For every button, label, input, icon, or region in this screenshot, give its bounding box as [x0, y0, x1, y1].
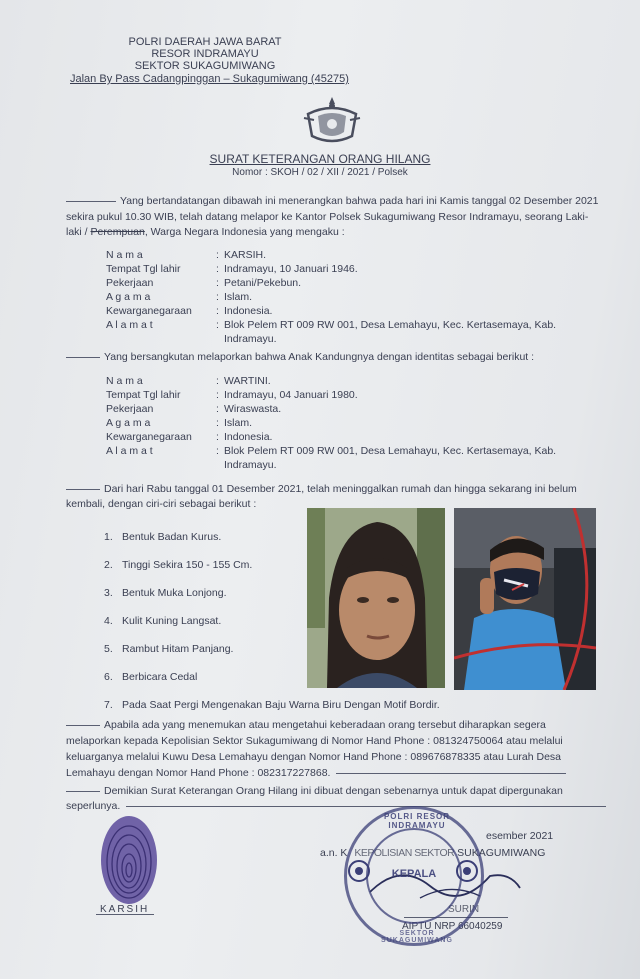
trait-4: 4. Kulit Kuning Langsat.	[104, 615, 222, 627]
signature-an: a.n. K KEPOLISIAN SEKTOR SUKAGUMIWANG	[320, 847, 546, 859]
thumbprint-underline	[96, 914, 154, 915]
signature-name: SURIN	[448, 904, 480, 915]
letterhead	[70, 36, 349, 85]
left-since-line1: Dari hari Rabu tanggal 01 Desember 2021, telah meninggalkan rumah dan hingga sekarang ini belum	[66, 482, 577, 496]
trait-1: 1. Bentuk Badan Kurus.	[104, 531, 222, 543]
appeal-line2: melaporkan kepada Kepolisian Sektor Sukagumiwang di Nomor Hand Phone : 081324750064 atau melalui	[66, 735, 563, 747]
reporter-ttl-row: Tempat Tgl lahir : Indramayu, 10 Januari 1946.	[106, 263, 358, 275]
trait-2: 2. Tinggi Sekira 150 - 155 Cm.	[104, 559, 253, 571]
police-emblem-icon	[300, 94, 364, 148]
middle-statement: Yang bersangkutan melaporkan bahwa Anak Kandungnya dengan identitas sebagai berikut :	[66, 350, 534, 364]
stamp-center-text: KEPALA	[391, 868, 437, 880]
missing-alamat-row2: Indramayu.	[224, 459, 277, 471]
stamp-left-emblem-icon	[346, 858, 372, 884]
intro-line2: sekira pukul 10.30 WIB, telah datang melapor ke Kantor Polsek Sukagumiwang Resor Indramayu, seorang Laki-	[66, 211, 589, 223]
missing-ttl-row: Tempat Tgl lahir : Indramayu, 04 Januari 1980.	[106, 389, 358, 401]
letterhead-line2: RESOR INDRAMAYU	[151, 48, 259, 60]
missing-alamat-row: A l a m a t : Blok Pelem RT 009 RW 001, Desa Lemahayu, Kec. Kertasemaya, Kab.	[106, 445, 557, 457]
missing-person-photo-2	[454, 508, 596, 690]
reporter-pekerjaan-row: Pekerjaan : Petani/Pekebun.	[106, 277, 302, 289]
intro-line1: Yang bertandatangan dibawah ini menerangkan bahwa pada hari ini Kamis tanggal 02 Desember 2021	[66, 194, 598, 208]
intro-line3: laki / Perempuan, Warga Negara Indonesia yang mengaku :	[66, 226, 345, 238]
letterhead-line1: POLRI DAERAH JAWA BARAT	[128, 36, 282, 48]
reporter-kwn-row: Kewarganegaraan : Indonesia.	[106, 305, 273, 317]
letterhead-address: Jalan By Pass Cadangpinggan – Sukagumiwang (45275)	[70, 73, 349, 85]
left-since-line2: kembali, dengan ciri-ciri sebagai berikut :	[66, 498, 257, 510]
appeal-line4: Lemahayu dengan Nomor Hand Phone : 082317227868.	[66, 766, 570, 780]
closing-line1: Demikian Surat Keterangan Orang Hilang ini dibuat dengan sebenarnya untuk dapat dipergunakan	[66, 784, 563, 798]
portrait-image	[307, 508, 445, 688]
thumbprint-name: KARSIH	[100, 904, 150, 915]
trait-3: 3. Bentuk Muka Lonjong.	[104, 587, 227, 599]
thumbprint-icon	[94, 812, 164, 908]
closing-line2: seperlunya.	[66, 799, 610, 813]
car-photo-image	[454, 508, 596, 690]
signature-date: esember 2021	[486, 830, 554, 842]
missing-kwn-row: Kewarganegaraan : Indonesia.	[106, 431, 273, 443]
document-number: Nomor : SKOH / 02 / XII / 2021 / Polsek	[232, 167, 408, 178]
appeal-line3: keluarganya melalui Kuwu Desa Lemahayu dengan Nomor Hand Phone : 089676878335 atau Lurah Desa	[66, 751, 562, 763]
reporter-nama-row: N a m a : KARSIH.	[106, 249, 267, 261]
stamp-bottom-text: SEKTOR SUKAGUMIWANG	[381, 930, 453, 944]
reporter-alamat-row2: Indramayu.	[224, 333, 277, 345]
missing-pekerjaan-row: Pekerjaan : Wiraswasta.	[106, 403, 282, 415]
missing-person-photo-1	[307, 508, 445, 688]
document-title: SURAT KETERANGAN ORANG HILANG	[209, 152, 431, 166]
trait-6: 6. Berbicara Cedal	[104, 671, 198, 683]
trait-7: 7. Pada Saat Pergi Mengenakan Baju Warna Biru Dengan Motif Bordir.	[104, 699, 440, 711]
appeal-line1: Apabila ada yang menemukan atau mengetahui keberadaan orang tersebut diharapkan segera	[66, 718, 546, 732]
signature-nrp: AIPTU NRP 66040259	[402, 921, 503, 932]
letterhead-line3: SEKTOR SUKAGUMIWANG	[134, 60, 276, 72]
missing-agama-row: A g a m a : Islam.	[106, 417, 253, 429]
missing-nama-row: N a m a : WARTINI.	[106, 375, 271, 387]
stamp-right-emblem-icon	[454, 858, 480, 884]
stamp-top-text: POLRI RESOR INDRAMAYU	[383, 812, 451, 830]
reporter-alamat-row: A l a m a t : Blok Pelem RT 009 RW 001, Desa Lemahayu, Kec. Kertasemaya, Kab.	[106, 319, 557, 331]
reporter-agama-row: A g a m a : Islam.	[106, 291, 253, 303]
trait-5: 5. Rambut Hitam Panjang.	[104, 643, 234, 655]
